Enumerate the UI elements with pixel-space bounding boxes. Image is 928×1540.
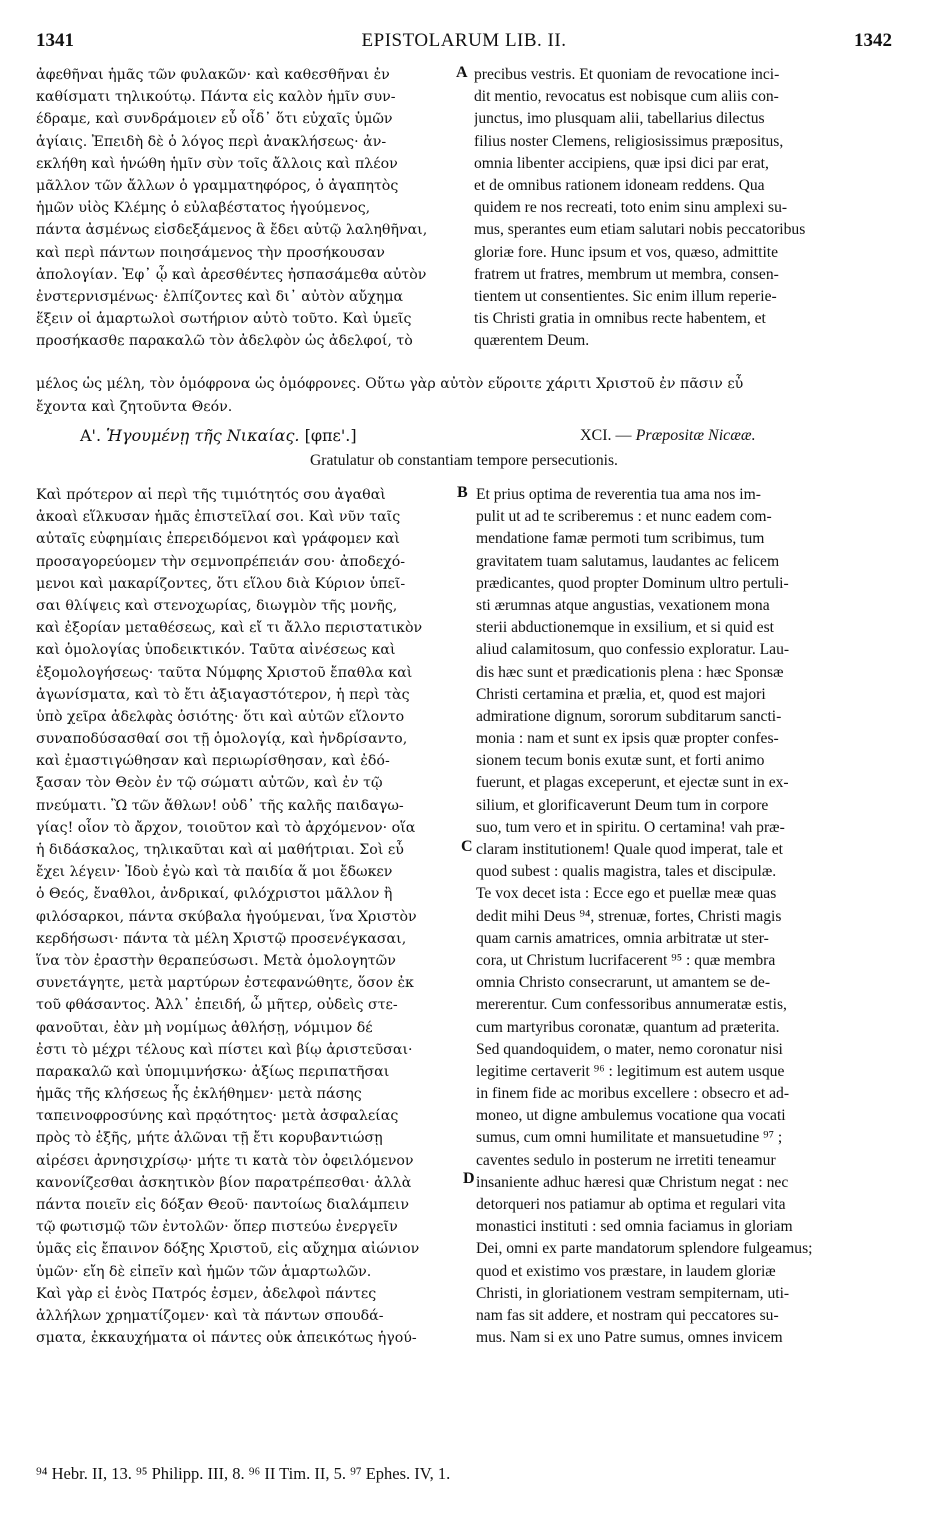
latin-text-line: suo, tum vero et in spiritu. O certamina! vah præ- bbox=[476, 818, 785, 836]
greek-text-line: μᾶλλον τῶν ἄλλων ὁ γραμματηφόρος, ὁ ἀγαπητὸς bbox=[36, 177, 399, 194]
greek-text-line: ξασαν τὸν Θεὸν ἐν τῷ σώματι αὐτῶν, καὶ ἐν τῷ bbox=[36, 775, 383, 792]
greek-text-line: ἀφεθῆναι ἡμᾶς τῶν φυλακῶν· καὶ καθεσθῆναι ἐν bbox=[36, 67, 390, 83]
greek-text-line: ὑμῶν· εἴη δὲ εἰπεῖν καὶ ἡμῶν τῶν ἁμαρτωλῶν. bbox=[36, 1263, 372, 1280]
letter-number-latin: XCI. — bbox=[580, 427, 632, 444]
greek-text-line: ἡμῶν υἱὸς Κλέμης ὁ εὐλαβέστατος ἡγούμενος, bbox=[36, 200, 371, 217]
latin-column-main bbox=[476, 484, 892, 1349]
latin-text-line: legitime certaverit ⁹⁶ : legitimum est autem usque bbox=[476, 1062, 785, 1080]
latin-text-line: mendatione famæ permoti tum scribimus, tum bbox=[476, 530, 765, 548]
latin-text-line: claram institutionem! Quale quod imperat, tale et bbox=[476, 841, 784, 858]
letter-title-greek: Ἡγουμένῃ τῆς Νικαίας. bbox=[106, 426, 300, 445]
latin-text-line: quam carnis amatrices, omnia arbitratæ ut ster- bbox=[476, 929, 769, 947]
greek-text-line: ἀπολογίαν. Ἐφ᾽ ᾧ καὶ ἀρεσθέντες ἠσπασάμεθα αὐτὸν bbox=[36, 266, 427, 283]
latin-text-line: dedit mihi Deus ⁹⁴, strenuæ, fortes, Christi magis bbox=[476, 907, 782, 925]
greek-text-line: ἐξομολογήσεως· ταῦτα Νύμφης Χριστοῦ ἔπαθλα καὶ bbox=[36, 664, 413, 681]
latin-text-line: quidem re nos recreati, toto enim sinu amplexi su- bbox=[474, 199, 788, 217]
latin-text-line: prædicantes, quod propter Dominum ultro pertuli- bbox=[476, 574, 789, 592]
greek-text-line: φανοῦται, ἐὰν μὴ νομίμως ἀθλήσῃ, νόμιμον δέ bbox=[36, 1019, 373, 1036]
latin-text-line: Te vox decet ista : Ecce ego et puellæ meæ quas bbox=[476, 885, 777, 903]
margin-marker-b: B bbox=[457, 484, 468, 501]
latin-text-line: filius noster Clemens, religiosissimus præpositus, bbox=[474, 132, 784, 150]
latin-text-line: detorqueri nos patiamur ab optima et regulari vita bbox=[476, 1196, 786, 1213]
greek-text-line: καὶ ἐμαστιγώθησαν καὶ περιωρίσθησαν, καὶ ἐδό- bbox=[36, 753, 390, 770]
latin-text-line: caventes sedulo in posterum ne irretiti teneamur bbox=[476, 1151, 776, 1169]
latin-text-line: Christi, in gloriationem vestram sempiternam, uti- bbox=[476, 1284, 790, 1302]
greek-text-line: πρὸς τὸ ἑξῆς, μήτε ἁλῶναι τῇ ἔτι κορυβαντιώσῃ bbox=[36, 1130, 383, 1147]
letter-reference: [φπε'.] bbox=[304, 426, 357, 445]
letter-heading-greek bbox=[80, 424, 357, 448]
greek-text-line: ἀκοαὶ εἵλκυσαν ἡμᾶς ἐπιστεῖλαί σοι. Καὶ νῦν ταῖς bbox=[36, 509, 401, 526]
latin-column-top bbox=[474, 64, 892, 352]
letter-heading-latin bbox=[580, 424, 756, 448]
latin-text-line: mus, sperantes eum etiam salutari nobis peccatoribus bbox=[474, 221, 806, 239]
greek-text-line: πάντα ποιεῖν εἰς δόξαν Θεοῦ· παντοίως διαλάμπειν bbox=[36, 1197, 409, 1213]
full-width-line-2: ἔχοντα καὶ ζητοῦντα Θεόν. bbox=[36, 399, 233, 415]
greek-text-line: ἐστι τὸ μέχρι τέλους καὶ πίστει καὶ βίῳ ἀριστεῦσαι· bbox=[36, 1041, 413, 1058]
margin-marker-a: A bbox=[456, 64, 468, 81]
greek-text-line: σματα, ἐκκαυχήματα οἱ πάντες οὐκ ἀπεικότως ἡγού- bbox=[36, 1330, 417, 1347]
greek-text-line: ἕξειν οἱ ἁμαρτωλοὶ σωτήριον αὐτὸ τοῦτο. Καὶ ὑμεῖς bbox=[36, 311, 412, 328]
latin-text-line: monastici instituti : sed omnia faciamus in gloriam bbox=[476, 1218, 793, 1236]
latin-text-line: quod subest : qualis magistra, tales et discipulæ. bbox=[476, 863, 777, 881]
latin-text-line: Sed quandoquidem, o mater, nemo coronatur nisi bbox=[476, 1040, 783, 1058]
latin-text-line: et de omnibus rationem idoneam reddens. Qua bbox=[474, 176, 765, 194]
latin-text-line: sterii abductionemque in exsilium, et si quid est bbox=[476, 619, 774, 637]
greek-text-line: σαι θλίψεις καὶ στενοχωρίας, διωγμὸν τῆς μονῆς, bbox=[36, 597, 398, 614]
greek-text-line: ἔχει λέγειν· Ἰδοὺ ἐγὼ καὶ τὰ παιδία ἅ μοι ἔδωκεν bbox=[36, 864, 393, 881]
latin-text-line: Christi certamina et prælia, et, quod est majori bbox=[476, 685, 766, 703]
greek-text-line: συνετάγητε, μετὰ μαρτύρων ἐστεφανώθητε, ὅσον ἐκ bbox=[36, 975, 414, 992]
greek-text-line: αὐταῖς εὐφημίαις ἐπερειδόμενοι καὶ γράφομεν καὶ bbox=[36, 531, 400, 548]
greek-text-line: κανονίζεσθαι ἀσκητικὸν βίον παρατρέπεσθαι· ἀλλὰ bbox=[36, 1174, 412, 1191]
greek-text-line: Καὶ πρότερον αἱ περὶ τῆς τιμιότητός σου ἀγαθαὶ bbox=[36, 487, 386, 503]
latin-text-line: aliud calamitosum, quo confessio exploratur. Lau- bbox=[476, 641, 790, 659]
latin-text-line: cora, ut Christum lucrifacerent ⁹⁵ : quæ membra bbox=[476, 951, 776, 969]
running-head bbox=[36, 30, 892, 60]
greek-text-line: γίας! οἷον τὸ ἄρχον, τοιοῦτον καὶ τὸ ἀρχόμενον· οἵα bbox=[36, 819, 416, 836]
greek-text-line: ἡμᾶς τῆς κλήσεως ἧς ἐκλήθημεν· μετὰ πάσης bbox=[36, 1086, 362, 1103]
letter-title-latin: Præpositæ Nicææ. bbox=[635, 427, 756, 444]
greek-text-line: ἁγίαις. Ἐπειδὴ δὲ ὁ λόγος περὶ ἀνακλήσεως· ἀν- bbox=[36, 133, 387, 150]
greek-text-line: Καὶ γὰρ εἰ ἑνὸς Πατρός ἐσμεν, ἀδελφοὶ πάντες bbox=[36, 1285, 377, 1302]
greek-text-line: τοῦ φθάσαντος. Ἀλλ᾽ ἐπειδή, ὦ μῆτερ, οὐδεὶς στε- bbox=[36, 997, 398, 1014]
page-title: EPISTOLARUM LIB. II. bbox=[361, 30, 567, 51]
greek-text-line: ἡ διδάσκαλος, τηλικαῦται καὶ αἱ μαθήτριαι. Σοὶ εὖ bbox=[36, 842, 404, 858]
latin-text-line: tis Christi gratia in omnibus recte habentem, et bbox=[474, 310, 766, 328]
latin-text-line: omnia libenter accipiens, quæ ipsi dici par erat, bbox=[474, 154, 769, 172]
greek-text-line: ἐνστερνισμένως· ἐλπίζοντες καὶ δι᾽ αὐτὸν αὔχημα bbox=[36, 288, 404, 305]
latin-text-line: fratrem ut fratres, membrum ut membra, consen- bbox=[474, 265, 779, 283]
greek-text-line: ὑμᾶς εἰς ἔπαινον δόξης Χριστοῦ, εἰς αὔχημα αἰώνιον bbox=[36, 1241, 420, 1258]
greek-text-line: ὁ Θεός, ἔναθλοι, ἀνδρικαί, φιλόχριστοι μᾶλλον ἢ bbox=[36, 886, 393, 903]
letter-summary: Gratulatur ob constantiam tempore persecutionis. bbox=[310, 452, 618, 469]
margin-marker-d: D bbox=[463, 1170, 475, 1187]
latin-text-line: gravitatem tuam salutamus, laudantes ac felicem bbox=[476, 552, 780, 570]
greek-text-line: παρακαλῶ καὶ ὑπομιμνήσκω· ἀξίως περιπατῆσαι bbox=[36, 1063, 390, 1080]
latin-text-line: quod et existimo vos præstare, in laudem gloriæ bbox=[476, 1262, 776, 1280]
greek-text-line: καθίσματι τηλικούτῳ. Πάντα εἰς καλὸν ἡμῖν συν- bbox=[36, 89, 396, 106]
latin-text-line: cum martyribus coronatæ, quantum ad præterita. bbox=[476, 1018, 780, 1036]
latin-text-line: sumus, cum omni humilitate et mansuetudine ⁹⁷ ; bbox=[476, 1129, 783, 1147]
greek-text-line: προσήκασθε παρακαλῶ τὸν ἀδελφὸν ὡς ἀδελφοί, τὸ bbox=[36, 333, 413, 350]
greek-text-line: τῷ φωτισμῷ τῶν ἐντολῶν· ὅπερ πιστεύω ἐνεργεῖν bbox=[36, 1219, 398, 1236]
latin-text-line: Et prius optima de reverentia tua ama nos im- bbox=[476, 486, 761, 503]
greek-text-line: συναποδύσασθαί σοι τῇ ὁμολογίᾳ, καὶ ἠνδρίσαντο, bbox=[36, 731, 408, 748]
latin-text-line: sionem tecum bonis exutæ sunt, et forti animo bbox=[476, 752, 765, 770]
greek-text-line: εκλήθη καὶ ἡνώθη ἡμῖν σὺν τοῖς ἄλλοις καὶ πλέον bbox=[36, 155, 398, 172]
greek-text-line: έδραμε, καὶ συνδράμοιεν εὖ οἶδ᾽ ὅτι εὐχαῖς ὑμῶν bbox=[36, 111, 393, 128]
greek-text-line: κερδήσωσι· πάντα τὰ μέλη Χριστῷ προσενέγκασαι, bbox=[36, 930, 407, 947]
letter-number-greek: Α'. bbox=[80, 426, 102, 445]
latin-text-line: admiratione dignum, sororum subditarum sancti- bbox=[476, 707, 782, 725]
latin-text-line: monia : nam et sunt ex ipsis quæ propter confes- bbox=[476, 730, 779, 748]
page-number-right: 1342 bbox=[854, 30, 892, 51]
greek-text-line: ὑπὸ χεῖρα ἀδελφὰς ὁσιότης· ὅτι καὶ αὐτῶν εἵλοντο bbox=[36, 708, 405, 725]
latin-text-line: mererentur. Cum confessoribus annumeratæ estis, bbox=[476, 996, 787, 1014]
margin-marker-c: C bbox=[461, 838, 473, 855]
greek-text-line: προσαγορεύομεν τὴν σεμνοπρέπειάν σου· ἀποδεχό- bbox=[36, 553, 406, 570]
latin-text-line: tientem ut consentientes. Sic enim illum reperie- bbox=[474, 287, 777, 305]
footnotes: ⁹⁴ Hebr. II, 13. ⁹⁵ Philipp. III, 8. ⁹⁶ II Tim. II, 5. ⁹⁷ Ephes. IV, 1. bbox=[36, 1464, 451, 1483]
greek-text-line: ταπεινοφροσύνης καὶ πρᾳότητος· μετὰ ἀσφαλείας bbox=[36, 1108, 399, 1125]
greek-text-line: αἱρέσει ἀρνησιχρίσῳ· μήτε τι κατὰ τὸν ὀφειλόμενον bbox=[36, 1152, 414, 1169]
latin-text-line: Dei, omni ex parte mandatorum splendore fulgeamus; bbox=[476, 1240, 813, 1258]
greek-column-main bbox=[36, 484, 462, 1349]
greek-text-line: καὶ περὶ πάντων ποιησάμενος τὴν προσήκουσαν bbox=[36, 244, 385, 261]
greek-text-line: πνεύματι. Ὢ τῶν ἄθλων! οὐδ᾽ τῆς καλῆς παιδαγω- bbox=[36, 797, 404, 814]
latin-text-line: sti ærumnas atque angustias, vexationem mona bbox=[476, 596, 770, 614]
greek-text-line: ἀλλήλων χρηματίζομεν· καὶ τὰ πάντων σπουδά- bbox=[36, 1307, 384, 1324]
latin-text-line: mus. Nam si ex uno Patre sumus, omnes invicem bbox=[476, 1329, 783, 1347]
latin-text-line: gloriæ fore. Hunc ipsum et vos, quæso, admittite bbox=[474, 243, 779, 261]
latin-text-line: dis hæc sunt et prædicationis plena : hæc Sponsæ bbox=[476, 663, 784, 681]
latin-text-line: pulit ut ad te scriberemus : et nunc eadem com- bbox=[476, 508, 772, 526]
latin-text-line: moneo, ut digne ambulemus vocatione qua vocati bbox=[476, 1107, 786, 1125]
greek-text-line: φιλόσαρκοι, πάντα σκύβαλα ἡγούμεναι, ἵνα Χριστὸν bbox=[36, 908, 417, 925]
page-number-left: 1341 bbox=[36, 30, 74, 51]
latin-text-line: quærentem Deum. bbox=[474, 332, 590, 350]
latin-text-line: junctus, imo plusquam alii, tabellarius dilectus bbox=[474, 110, 765, 128]
greek-text-line: πάντα ἀσμένως εἰσδεξάμενος ἃ ἔδει αὐτῷ λαληθῆναι, bbox=[36, 222, 428, 239]
latin-text-line: precibus vestris. Et quoniam de revocatione inci- bbox=[474, 66, 780, 83]
latin-text-line: in finem fide ac moribus excellere : obsecro et ad- bbox=[476, 1085, 790, 1103]
latin-text-line: silium, et glorificaverunt Deum tum in corpore bbox=[476, 796, 769, 814]
greek-text-line: ἵνα τὸν ἐραστὴν θεραπεύσωσι. Μετὰ ὁμολογητῶν bbox=[36, 952, 396, 969]
latin-text-line: dit mentio, revocatus est nobisque cum aliis con- bbox=[474, 88, 779, 106]
greek-text-line: ἀγωνίσματα, καὶ τὸ ἔτι ἀξιαγαστότερον, ἡ περὶ τὰς bbox=[36, 686, 410, 703]
latin-text-line: omnia Christo consecrarunt, ut amantem se de- bbox=[476, 974, 771, 992]
full-width-line-1: μέλος ὡς μέλη, τὸν ὁμόφρονα ὡς ὁμόφρονες. Οὕτω γὰρ αὐτὸν εὕροιτε χάριτι Χριστοῦ ἐν πᾶσιν εὖ bbox=[36, 376, 744, 392]
latin-text-line: fuerunt, et plagas exceperunt, et ejectæ sunt in ex- bbox=[476, 774, 789, 792]
latin-text-line: nam fas sit addere, et nostram qui peccatores su- bbox=[476, 1306, 779, 1324]
greek-text-line: καὶ ὁμολογίας ὑποδεικτικόν. Ταῦτα αἰνέσεως καὶ bbox=[36, 642, 396, 659]
latin-text-line: insaniente adhuc hæresi quæ Christum negat : nec bbox=[476, 1173, 789, 1191]
greek-text-line: μενοι καὶ μακαρίζοντες, ὅτι εἵλου διὰ Κύριον ὑπεῖ- bbox=[36, 575, 406, 592]
greek-text-line: καὶ ἐξορίαν μεταθέσεως, καὶ εἴ τι ἄλλο περιστατικὸν bbox=[36, 620, 423, 637]
greek-column-top bbox=[36, 64, 460, 352]
